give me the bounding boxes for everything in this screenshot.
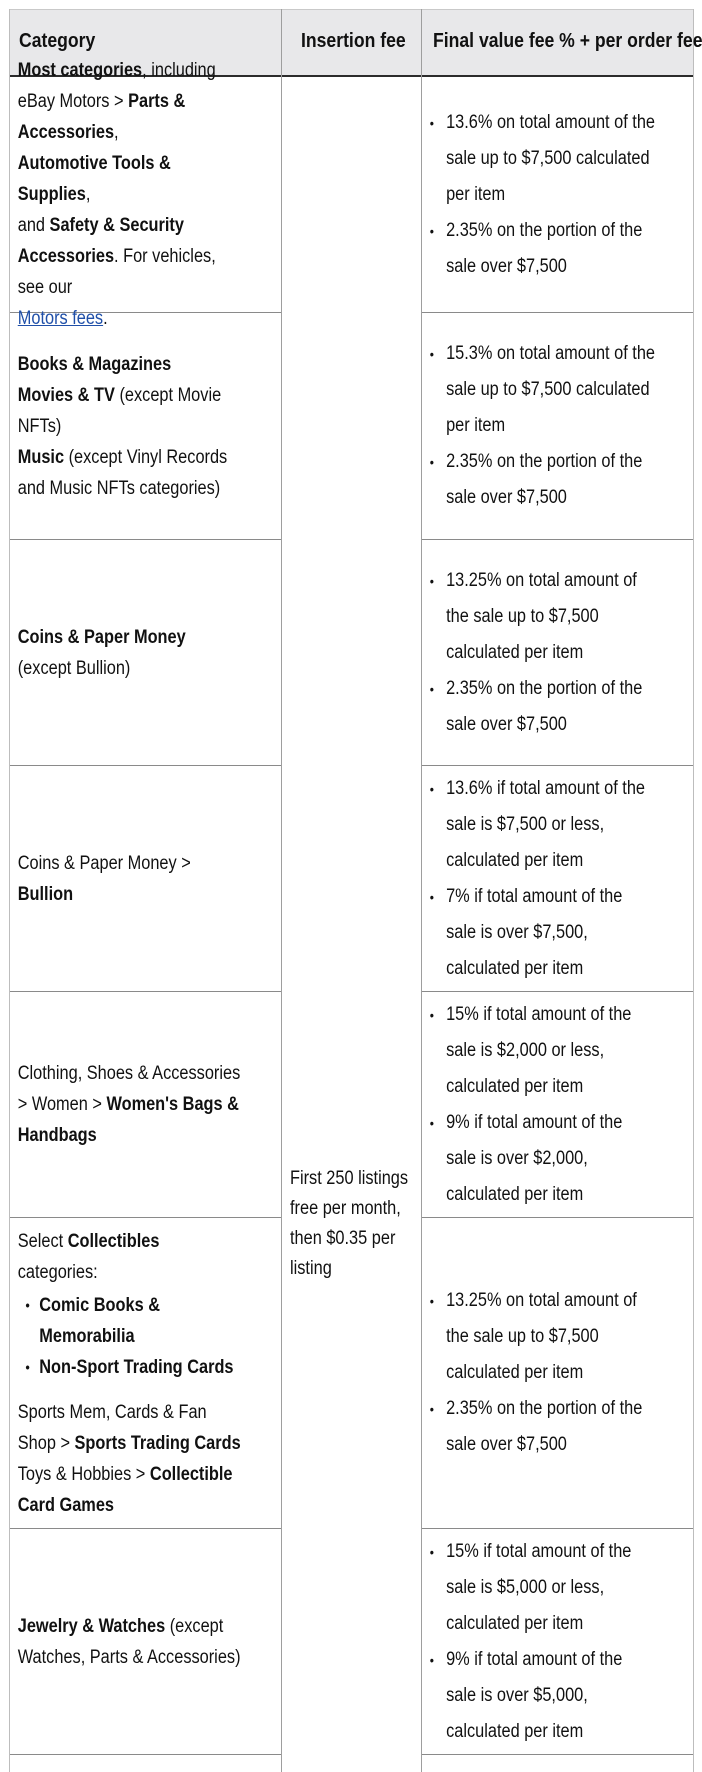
category-text: Coins & Paper Money > Bullion	[17, 852, 191, 905]
table-row-fees	[422, 1218, 693, 1528]
fee-item: • 2.35% on the portion of the sale over $7,500	[429, 1398, 643, 1455]
fee-item: • 13.25% on total amount of the sale up to $7,500 calculated per item	[429, 1290, 637, 1383]
table-row-category	[10, 992, 280, 1217]
table-row-category	[10, 1218, 280, 1528]
table-row-fees	[422, 1529, 693, 1754]
table-row-category	[10, 313, 280, 539]
table-row-fees	[422, 313, 693, 539]
fee-item: • 2.35% on the portion of the sale over $7,500	[429, 677, 643, 735]
fee-item: • 13.6% if total amount of the sale is $7,500 or less, calculated per item	[429, 777, 646, 871]
fee-item: • 9% if total amount of the sale is over $5,000, calculated per item	[429, 1648, 623, 1742]
table-row-fees	[422, 766, 693, 991]
fee-item: • 2.35% on the portion of the sale over $7,500	[429, 219, 643, 277]
table-row-fees	[422, 77, 693, 312]
category-text: Clothing, Shoes & Accessories > Women > Women's Bags & Handbags	[17, 1063, 241, 1146]
category-text: Jewelry & Watches (except Watches, Parts & Accessories)	[17, 1615, 241, 1668]
insertion-fee-text: First 250 listings free per month, then $0.35 per listing	[290, 1168, 409, 1279]
category-text: Coins & Paper Money (except Bullion)	[17, 626, 186, 679]
motors-fees-link[interactable]: Motors fees	[17, 308, 104, 329]
fee-item: • 13.6% on total amount of the sale up to $7,500 calculated per item	[429, 111, 656, 205]
fee-item: • 15.3% on total amount of the sale up to $7,500 calculated per item	[429, 343, 656, 436]
fee-item: • 7% if total amount of the sale is over $7,500, calculated per item	[429, 885, 623, 979]
row-divider	[422, 1754, 693, 1755]
table-row-fees	[422, 992, 693, 1217]
fee-item: • 15% if total amount of the sale is $5,000 or less, calculated per item	[429, 1540, 632, 1634]
category-text: Most categories, including eBay Motors > Parts & Accessories, Automotive Tools & Supplies, and Safety & Security Accessories. For vehicles, see our Motors fees.	[17, 60, 216, 329]
table-row-category	[10, 60, 280, 329]
list-item: • Non-Sport Trading Cards	[25, 1356, 234, 1378]
fee-item: • 15% if total amount of the sale is $2,000 or less, calculated per item	[429, 1003, 632, 1097]
row-divider	[10, 1754, 281, 1755]
category-text: Books & Magazines Movies & TV (except Movie NFTs) Music (except Vinyl Records and Music NFTs categories)	[17, 353, 228, 499]
table-row-fees	[422, 540, 693, 765]
header-final-value-fee: Final value fee % + per order fee	[433, 30, 702, 52]
header-category: Category	[19, 30, 96, 52]
header-insertion-fee: Insertion fee	[301, 30, 406, 52]
fee-item: • 2.35% on the portion of the sale over $7,500	[429, 451, 643, 508]
column-divider	[281, 9, 282, 1772]
fee-item: • 13.25% on total amount of the sale up to $7,500 calculated per item	[429, 569, 637, 663]
category-text: Select Collectibles categories: • Comic Books & Memorabilia • Non-Sport Trading Cards Sports Mem, Cards & Fan Shop > Sports Trading Cards Toys & Hobbies > Collectible Card Games	[17, 1230, 241, 1516]
list-item: • Comic Books & Memorabilia	[25, 1294, 161, 1347]
table-row-category	[10, 1529, 280, 1754]
fee-table	[9, 9, 702, 1772]
fee-item: • 9% if total amount of the sale is over $2,000, calculated per item	[429, 1111, 623, 1205]
table-row-category	[10, 540, 280, 765]
table-row-category	[10, 766, 280, 991]
